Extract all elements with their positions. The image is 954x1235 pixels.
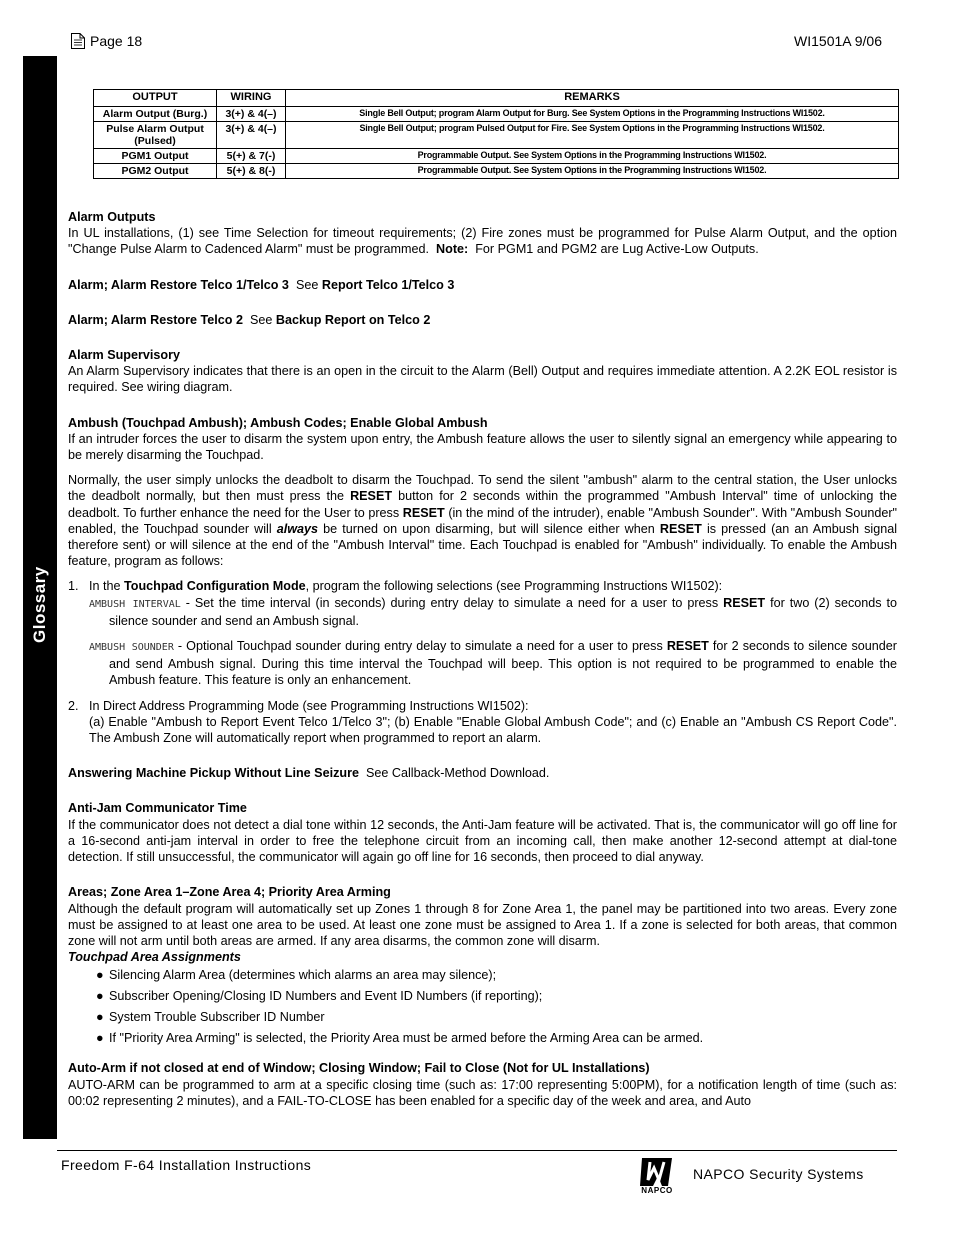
- cell-output: PGM2 Output: [94, 164, 217, 179]
- footer-doc-title: Freedom F-64 Installation Instructions: [61, 1157, 312, 1173]
- glossary-content: [68, 209, 897, 1109]
- table-row: [94, 149, 899, 164]
- page-number: Page 18: [90, 33, 143, 49]
- area-assignment-list: [68, 967, 897, 1046]
- list-item: ● Silencing Alarm Area (determines which alarms an area may silence);: [96, 968, 497, 983]
- list-item: ● Subscriber Opening/Closing ID Numbers and Event ID Numbers (if reporting);: [96, 989, 543, 1004]
- heading-ambush: Ambush (Touchpad Ambush); Ambush Codes; Enable Global Ambush: [68, 415, 488, 430]
- footer-company: NAPCO Security Systems: [693, 1166, 864, 1182]
- page-header-left: [70, 32, 142, 50]
- table-row: [94, 122, 899, 149]
- col-header-remarks: REMARKS: [286, 90, 899, 107]
- table-row: [94, 164, 899, 179]
- option-ambush-sounder: AMBUSH SOUNDER - Optional Touchpad sounder during entry delay to simulate a need for a user to press RESET for 2 seconds to silence sounder and send Ambush signal. During this time interval the Touchpad will beep. This option is not required to be programmed to enable the Ambush feature. This feature is only an enhancement.: [89, 639, 897, 688]
- cell-remarks: Programmable Output. See System Options in the Programming Instructions WI1502.: [286, 164, 899, 179]
- para-alarm-supervisory: An Alarm Supervisory indicates that there is an open in the circuit to the Alarm (Bell) Output and requires immediate attention. A 2.2K EOL resistor is required. See wiring diagram.: [68, 364, 897, 395]
- heading-auto-arm: Auto-Arm if not closed at end of Window; Closing Window; Fail to Close (Not for UL Installations): [68, 1061, 650, 1076]
- footer-rule: [57, 1150, 897, 1151]
- doc-id: WI1501A 9/06: [794, 33, 882, 49]
- cell-remarks: Single Bell Output; program Alarm Output for Burg. See System Options in the Programming Instructions WI1502.: [286, 107, 899, 122]
- heading-areas: Areas; Zone Area 1–Zone Area 4; Priority Area Arming: [68, 885, 391, 900]
- cell-output: PGM1 Output: [94, 149, 217, 164]
- entry-restore-telco13: Alarm; Alarm Restore Telco 1/Telco 3 See Report Telco 1/Telco 3: [68, 277, 455, 292]
- entry-restore-telco2: Alarm; Alarm Restore Telco 2 See Backup Report on Telco 2: [68, 312, 431, 327]
- para-ambush-intro: If an intruder forces the user to disarm the system upon entry, the Ambush feature allows the user to silently signal an emergency while appearing to be merely disarming the Touchpad.: [68, 431, 897, 463]
- table-row: [94, 107, 899, 122]
- cell-remarks: Programmable Output. See System Options in the Programming Instructions WI1502.: [286, 149, 899, 164]
- cell-remarks: Single Bell Output; program Pulsed Output for Fire. See System Options in the Programming Instructions WI1502.: [286, 122, 899, 149]
- para-areas: Although the default program will automatically set up Zones 1 through 8 for Zone Area 1, the panel may be partitioned into two areas. Every zone must be assigned to at least one area to be used. At least one zone must be assigned to Area 1. If a zone is selected for both areas, that common zone will not arm until both areas are armed. If any area disarms, the common zone will disarm.: [68, 901, 897, 948]
- cell-wiring: 5(+) & 7(-): [217, 149, 286, 164]
- heading-anti-jam: Anti-Jam Communicator Time: [68, 801, 247, 816]
- cell-output: Pulse Alarm Output (Pulsed): [94, 122, 217, 149]
- option-ambush-interval: AMBUSH INTERVAL - Set the time interval (in seconds) during entry delay to simulate a need for a user to press RESET for two (2) seconds to silence sounder and send an Ambush signal.: [89, 595, 898, 628]
- ambush-step-1: 1. In the Touchpad Configuration Mode, program the following selections (see Programming Instructions WI1502): AMBUSH INTERVAL - Set the time interval (in seconds) during entry delay to simulate a need for a user to press RESET for two (2) seconds to silence sounder and send an Ambush signal. AMBUSH SOUNDER - Optional Touchpad sounder during entry delay to simulate a need for a user to press RESET for 2 seconds to silence sounder and send Ambush signal. During this time interval the Touchpad will beep. This option is not required to be programmed to enable the Ambush feature. This feature is only an enhancement.: [68, 579, 898, 688]
- cell-wiring: 5(+) & 8(-): [217, 164, 286, 179]
- napco-logo-text: NAPCO: [641, 1186, 673, 1195]
- subheading-touchpad-area-assignments: Touchpad Area Assignments: [68, 950, 241, 965]
- list-item: ● If "Priority Area Arming" is selected, the Priority Area must be armed before the Arming Area can be armed.: [96, 1031, 704, 1046]
- col-header-output: OUTPUT: [94, 90, 217, 107]
- page-icon: [70, 32, 86, 50]
- col-header-wiring: WIRING: [217, 90, 286, 107]
- cell-wiring: 3(+) & 4(–): [217, 107, 286, 122]
- cell-wiring: 3(+) & 4(–): [217, 122, 286, 149]
- glossary-side-label: Glossary: [30, 566, 49, 644]
- table-header-row: [94, 90, 899, 107]
- heading-alarm-outputs: Alarm Outputs: [68, 210, 156, 224]
- ambush-step-2: 2. In Direct Address Programming Mode (see Programming Instructions WI1502): (a) Enable "Ambush to Report Event Telco 1/Telco 3"; (b) Enable "Enable Global Ambush Code"; and (c) Enable an "Ambush CS Report Code". The Ambush Zone will automatically report when programmed to report an alarm.: [68, 698, 897, 746]
- output-wiring-table: [93, 89, 899, 179]
- list-item: ● System Trouble Subscriber ID Number: [96, 1010, 325, 1025]
- entry-answering-machine: Answering Machine Pickup Without Line Seizure See Callback-Method Download.: [68, 766, 550, 781]
- para-ambush-detail: Normally, the user simply unlocks the deadbolt to disarm the Touchpad. To send the silent "ambush" alarm to the central station, the User unlocks the deadbolt normally, but then must press the RESET button for 2 seconds within the programmed "Ambush Interval" time of unlocking the deadbolt. To further enhance the need for the User to press RESET (in the mind of the intruder), enable "Ambush Sounder". With "Ambush Sounder" enabled, the Touchpad sounder will always be turned on upon disarming, but will silence either when RESET is pressed (an an Ambush signal therefore sent) or will silence at the end of the "Ambush Interval" time. Each Touchpad is enabled for "Ambush" individually. To enable the Ambush feature, program as follows:: [68, 473, 898, 569]
- para-anti-jam: If the communicator does not detect a dial tone within 12 seconds, the Anti-Jam feature will be activated. That is, the communicator will go off line for a 16-second anti-jam interval in order to free the telephone circuit from an incoming call, then make another 12-second attempt at dial-tone detection. If still unsuccessful, the communicator will again go off line for 16 seconds, then proceed to dial anyway.: [68, 817, 897, 865]
- para-alarm-outputs: In UL installations, (1) see Time Selection for timeout requirements; (2) Fire zones must be programmed for Pulse Alarm Output, and the option "Change Pulse Alarm to Cadenced Alarm" must be programmed. Note: For PGM1 and PGM2 are Lug Active-Low Outputs.: [68, 226, 897, 257]
- cell-output: Alarm Output (Burg.): [94, 107, 217, 122]
- heading-alarm-supervisory: Alarm Supervisory: [68, 348, 180, 363]
- para-auto-arm: AUTO-ARM can be programmed to arm at a specific closing time (such as: 17:00 representing 5:00PM), for a notification length of time (such as: 00:02 representing 2 minutes), and a FAIL-TO-CLOSE has been enabled for a specific day of the week and area, and Auto: [68, 1077, 897, 1108]
